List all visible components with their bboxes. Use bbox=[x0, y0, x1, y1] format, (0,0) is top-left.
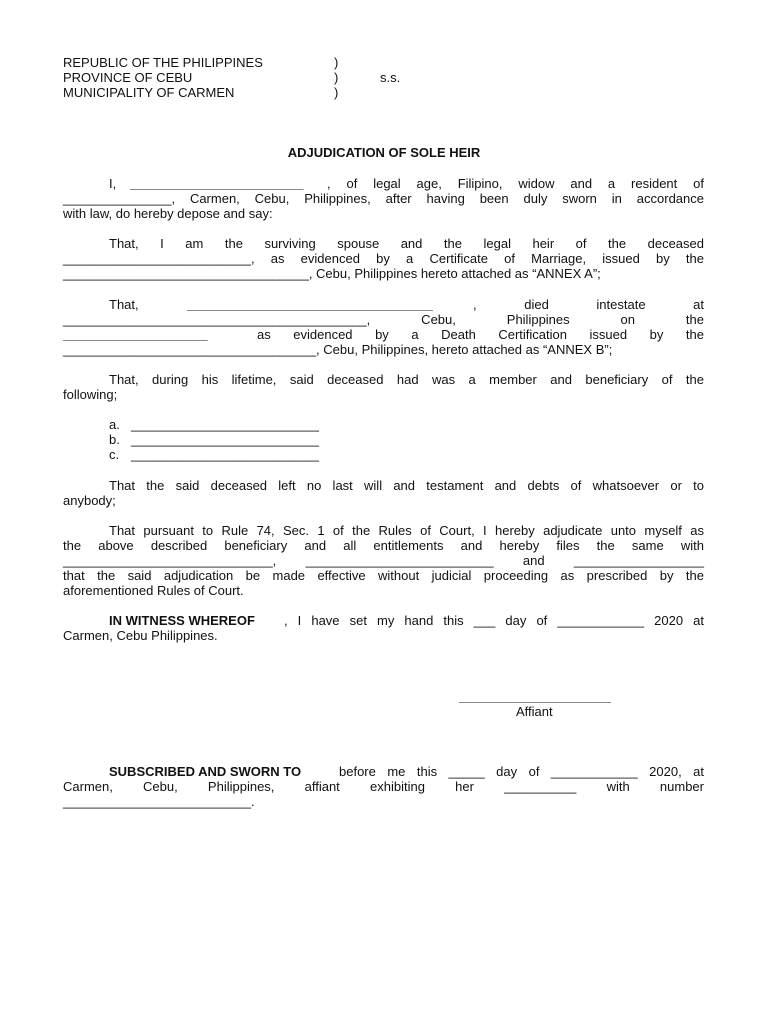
para3-line: That, during his lifetime, said deceased had was a member and beneficiary of the bbox=[109, 372, 704, 387]
jurat-text: before me this _____ day of ____________ 2020, at bbox=[339, 764, 704, 779]
witness-line bbox=[63, 613, 704, 628]
para2-line bbox=[63, 297, 704, 312]
para4-line: That the said deceased left no last will and testament and debts of whatsoever or to bbox=[109, 478, 704, 493]
para2-line: ___________________________________, Cebu, Philippines, hereto attached as “ANNEX B”; bbox=[63, 342, 613, 357]
intro-text: , of legal age, Filipino, widow and a resident of bbox=[327, 176, 704, 191]
caption-paren: ) bbox=[334, 55, 339, 70]
death-date-blank: ____________________ bbox=[63, 327, 208, 342]
caption-paren: ) bbox=[334, 70, 339, 85]
signature-line: _____________________ bbox=[459, 689, 611, 704]
list-marker: c. bbox=[109, 447, 120, 462]
para2-text: as evidenced by a Death Certification issued by the bbox=[257, 327, 704, 342]
list-blank: __________________________ bbox=[131, 417, 319, 432]
para5-line: that the said adjudication be made effective without judicial proceeding as prescribed by the bbox=[63, 568, 704, 583]
para4-line: anybody; bbox=[63, 493, 116, 508]
para5-line: the above described beneficiary and all entitlements and hereby files the same with bbox=[63, 538, 704, 553]
witness-line: Carmen, Cebu Philippines. bbox=[63, 628, 218, 643]
witness-text: , I have set my hand this ___ day of ____________ 2020 at bbox=[284, 613, 704, 628]
para2-line: __________________________________________, Cebu, Philippines on the bbox=[63, 312, 704, 327]
para2-text: , died intestate at bbox=[473, 297, 704, 312]
affiant-label: Affiant bbox=[516, 704, 553, 719]
document-title: ADJUDICATION OF SOLE HEIR bbox=[287, 145, 481, 160]
para5-line: That pursuant to Rule 74, Sec. 1 of the Rules of Court, I hereby adjudicate unto myself as bbox=[109, 523, 704, 538]
jurat-line: __________________________. bbox=[63, 794, 255, 809]
caption-paren: ) bbox=[334, 85, 339, 100]
para2-that: That, bbox=[109, 297, 139, 312]
intro-line: _______________, Carmen, Cebu, Philippines, after having been duly sworn in accordance bbox=[63, 191, 704, 206]
caption-republic: REPUBLIC OF THE PHILIPPINES bbox=[63, 55, 263, 70]
witness-heading: IN WITNESS WHEREOF bbox=[109, 613, 255, 628]
para2-line bbox=[63, 327, 704, 342]
intro-line bbox=[63, 176, 704, 191]
caption-province: PROVINCE OF CEBU bbox=[63, 70, 193, 85]
para5-line: _____________________________, __________________________ and __________________ bbox=[63, 553, 704, 568]
caption-ss: s.s. bbox=[380, 70, 401, 85]
jurat-heading: SUBSCRIBED AND SWORN TO bbox=[109, 764, 302, 779]
jurat-line: Carmen, Cebu, Philippines, affiant exhibiting her __________ with number bbox=[63, 779, 704, 794]
list-blank: __________________________ bbox=[131, 447, 319, 462]
list-blank: __________________________ bbox=[131, 432, 319, 447]
para1-line: That, I am the surviving spouse and the legal heir of the deceased bbox=[109, 236, 704, 251]
caption-municipality: MUNICIPALITY OF CARMEN bbox=[63, 85, 235, 100]
intro-pronoun: I, bbox=[109, 176, 117, 191]
deceased-name-blank: __________________________________ bbox=[187, 297, 433, 312]
para5-line: aforementioned Rules of Court. bbox=[63, 583, 244, 598]
jurat-line bbox=[63, 764, 704, 779]
affiant-name-blank: ________________________ bbox=[130, 176, 304, 191]
para3-line: following; bbox=[63, 387, 118, 402]
intro-line: with law, do hereby depose and say: bbox=[63, 206, 273, 221]
para1-line: __________________________, as evidenced by a Certificate of Marriage, issued by the bbox=[63, 251, 704, 266]
list-marker: b. bbox=[109, 432, 120, 447]
list-marker: a. bbox=[109, 417, 120, 432]
para1-line: __________________________________, Cebu, Philippines hereto attached as “ANNEX A”; bbox=[63, 266, 601, 281]
